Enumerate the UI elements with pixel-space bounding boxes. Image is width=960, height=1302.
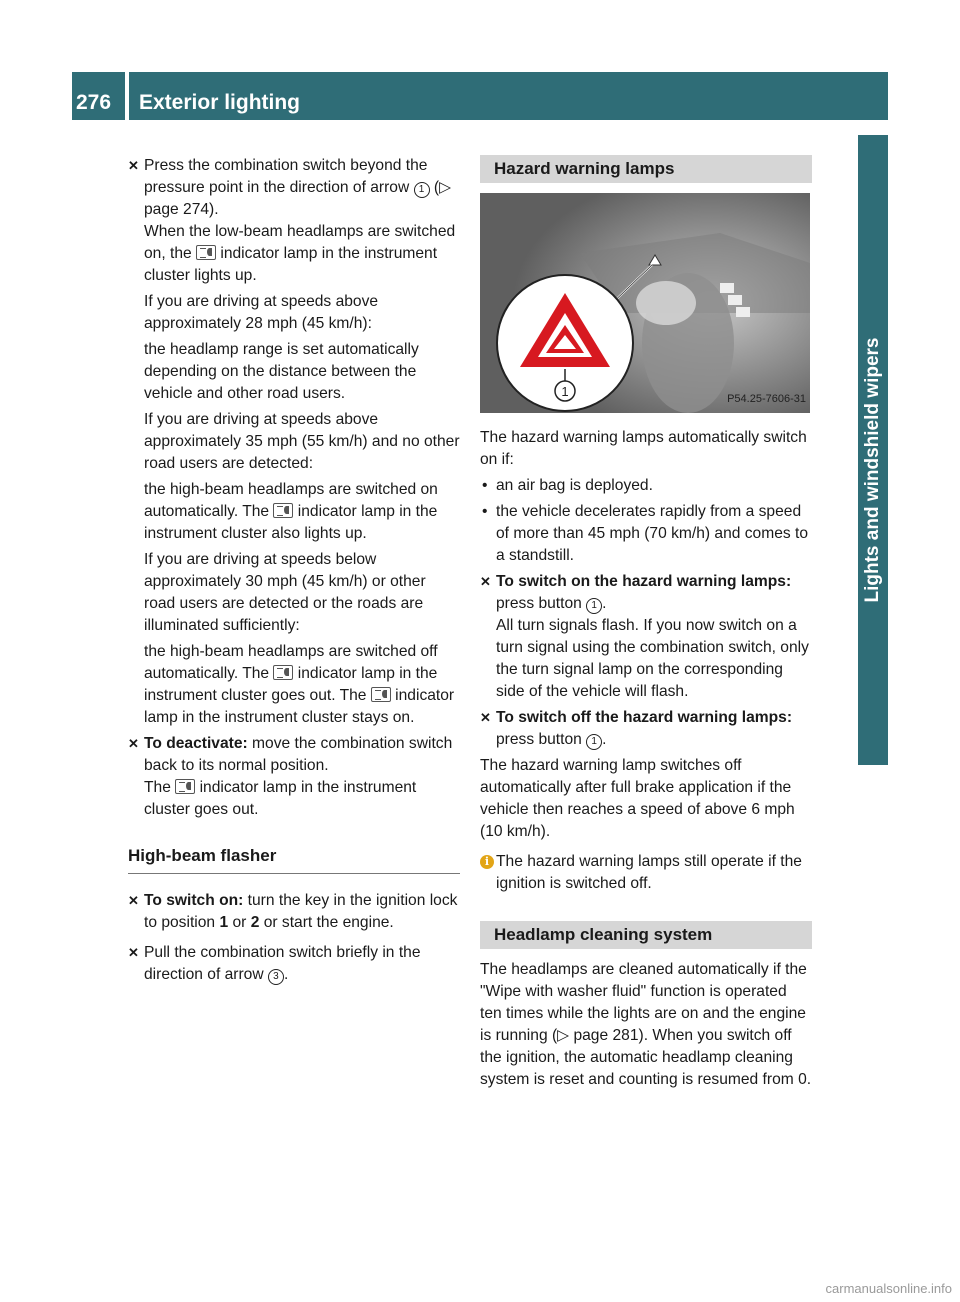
- low-beam-indicator-icon: [371, 687, 391, 702]
- page-number: 276: [72, 72, 125, 120]
- right-column: [480, 155, 812, 1091]
- instruction-step: [128, 890, 460, 934]
- side-tab-label: Lights and windshield wipers: [862, 337, 883, 603]
- step-marker-icon: ✕: [128, 736, 139, 751]
- list-item: • an air bag is deployed.: [480, 475, 812, 497]
- step-marker-icon: ✕: [480, 710, 491, 725]
- callout-marker: 3: [268, 969, 284, 985]
- info-note: i The hazard warning lamps still operate if the ignition is switched off.: [480, 851, 812, 895]
- subheading-high-beam-flasher: High-beam flasher: [128, 845, 460, 874]
- step-marker-icon: ✕: [128, 945, 139, 960]
- callout-marker: 1: [586, 598, 602, 614]
- step-text: Press the combination switch beyond the pressure point in the direction of arrow 1 (▷ page 274). When the low-beam headlamps are switched on, the indicator lamp in the instrument cluster lights up.: [144, 157, 456, 284]
- callout-marker: 1: [586, 734, 602, 750]
- hazard-photo-illustration: [480, 193, 810, 413]
- paragraph: If you are driving at speeds below approximately 30 mph (45 km/h) or other road users are detected or the roads are illuminated sufficiently:: [144, 551, 426, 634]
- section-heading-cleaning: Headlamp cleaning system: [480, 921, 812, 949]
- high-beam-indicator-icon: [273, 665, 293, 680]
- step-text: To deactivate: move the combination switch back to its normal position. The indicator lamp in the instrument cluster goes out.: [144, 735, 453, 818]
- step-text: To switch off the hazard warning lamps: press button 1 .: [496, 709, 793, 748]
- high-beam-indicator-icon: [273, 503, 293, 518]
- watermark: carmanualsonline.info: [825, 1281, 952, 1296]
- section-heading-hazard: Hazard warning lamps: [480, 155, 812, 183]
- instruction-step: [128, 733, 460, 821]
- paragraph: the high-beam headlamps are switched on automatically. The indicator lamp in the instrument cluster also lights up.: [144, 481, 438, 542]
- paragraph: The hazard warning lamps automatically switch on if:: [480, 429, 807, 468]
- step-marker-icon: ✕: [480, 574, 491, 589]
- low-beam-indicator-icon: [175, 779, 195, 794]
- step-marker-icon: ✕: [128, 158, 139, 173]
- image-code: P54.25-7606-31: [727, 393, 806, 405]
- paragraph: If you are driving at speeds above approximately 35 mph (55 km/h) and no other road users are detected:: [144, 411, 460, 472]
- side-tab-label-container: [858, 190, 888, 750]
- instruction-step: [480, 707, 812, 751]
- instruction-step: [128, 942, 460, 986]
- hazard-button-photo: [480, 193, 810, 413]
- paragraph: If you are driving at speeds above approximately 28 mph (45 km/h):: [144, 293, 379, 332]
- bullet-icon: •: [482, 503, 488, 520]
- step-text: Pull the combination switch briefly in the direction of arrow 3 .: [144, 944, 421, 983]
- image-callout-label: 1: [561, 384, 569, 399]
- step-marker-icon: ✕: [128, 893, 139, 908]
- bullet-icon: •: [482, 477, 488, 494]
- step-text: To switch on the hazard warning lamps: press button 1 . All turn signals flash. If you now switch on a turn signal using the combination switch, only the turn signal lamp on the corresponding side of the vehicle will flash.: [496, 573, 809, 700]
- callout-marker: 1: [414, 182, 430, 198]
- paragraph: The headlamps are cleaned automatically if the "Wipe with washer fluid" function is operated ten times while the lights are on and the engine is running (▷ page 281). When you switch off the ignition, the automatic headlamp cleaning system is reset and counting is resumed from 0.: [480, 961, 812, 1088]
- info-icon: i: [480, 855, 494, 869]
- paragraph: The hazard warning lamp switches off automatically after full brake application if the vehicle then reaches a speed of above 6 mph (10 km/h).: [480, 757, 795, 840]
- step-text: To switch on: turn the key in the ignition lock to position 1 or 2 or start the engine.: [144, 892, 458, 931]
- page-title: Exterior lighting: [129, 72, 888, 120]
- left-column: [128, 155, 460, 986]
- instruction-step: [480, 571, 812, 703]
- low-beam-indicator-icon: [196, 245, 216, 260]
- list-item: • the vehicle decelerates rapidly from a speed of more than 45 mph (70 km/h) and comes to a standstill.: [482, 503, 809, 564]
- instruction-step: [128, 155, 460, 729]
- paragraph: the high-beam headlamps are switched off automatically. The indicator lamp in the instrument cluster goes out. The indicator lamp in the instrument cluster stays on.: [144, 643, 455, 726]
- paragraph: the headlamp range is set automatically depending on the distance between the vehicle and other road users.: [144, 341, 419, 402]
